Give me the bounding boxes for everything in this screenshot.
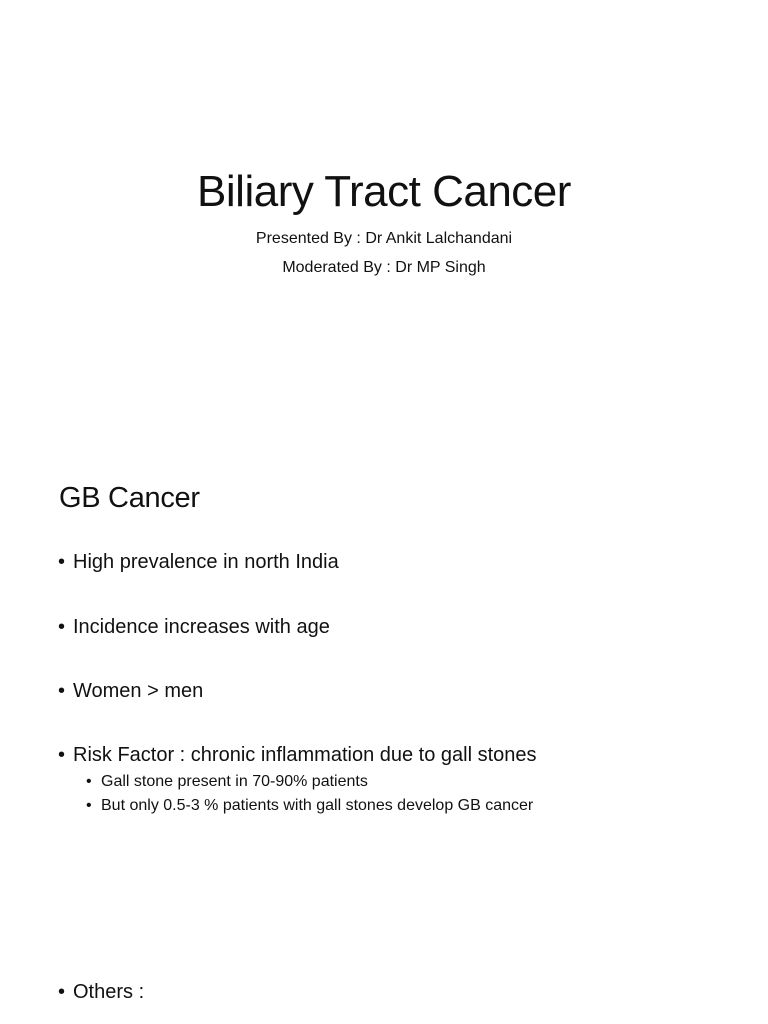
bullet-item xyxy=(58,614,330,640)
bullet-text: High prevalence in north India xyxy=(73,551,339,573)
sub-bullet-item xyxy=(86,771,368,793)
moderator-line: Moderated By : Dr MP Singh xyxy=(282,259,486,276)
bullet-text: Risk Factor : chronic inflammation due to gall stones xyxy=(73,744,537,766)
bullet-dot-icon: • xyxy=(58,744,66,766)
bullet-text: Incidence increases with age xyxy=(73,616,330,638)
bullet-item xyxy=(58,549,339,575)
bullet-dot-icon: • xyxy=(58,551,66,573)
sub-bullet-text: Gall stone present in 70-90% patients xyxy=(101,773,368,790)
bullet-item xyxy=(58,742,537,768)
bullet-text: Others : xyxy=(73,981,145,1003)
slide-title: Biliary Tract Cancer xyxy=(197,167,571,216)
sub-bullet-item xyxy=(86,795,533,817)
bullet-text: Women > men xyxy=(73,680,204,702)
bullet-item xyxy=(58,979,144,1005)
presenter-line: Presented By : Dr Ankit Lalchandani xyxy=(255,230,513,247)
sub-bullet-text: But only 0.5-3 % patients with gall stones develop GB cancer xyxy=(101,797,534,814)
bullet-dot-icon: • xyxy=(58,680,66,702)
slide-heading: GB Cancer xyxy=(59,482,200,514)
bullet-dot-icon: • xyxy=(86,797,92,814)
bullet-item xyxy=(58,678,203,704)
bullet-dot-icon: • xyxy=(58,981,66,1003)
bullet-dot-icon: • xyxy=(58,616,66,638)
content-slide xyxy=(0,432,768,1024)
bullet-dot-icon: • xyxy=(86,773,92,790)
title-slide xyxy=(0,0,768,432)
